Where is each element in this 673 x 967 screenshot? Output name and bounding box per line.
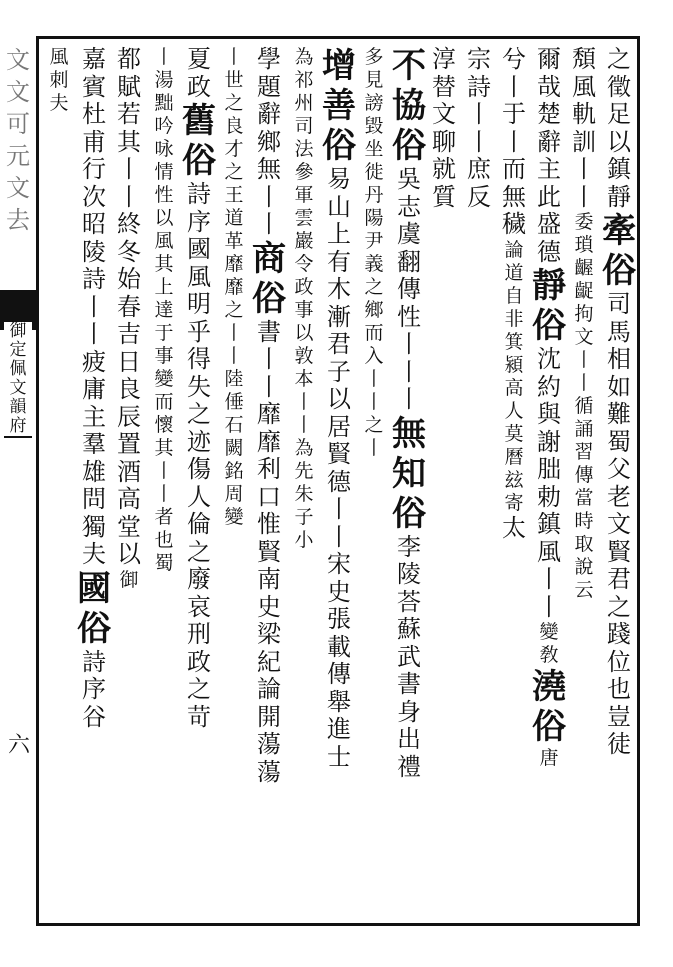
body-text: 嘉 賓 杜 甫 行 次 昭 陵 詩 丨 丨 疲 庸 主 羣 雄 問 獨 夫 — [82, 45, 106, 568]
annotation-text: 義 之 鄉 而 入 丨 丨 之 丨 — [364, 253, 384, 459]
text-column-c17 — [41, 46, 77, 115]
page-number: 六 — [7, 733, 30, 758]
body-text: 吳 志 虞 翻 傳 性 丨 丨 丨 — [397, 165, 421, 413]
headword: 舊 俗 — [182, 101, 216, 181]
margin-label-char: 定 — [9, 340, 27, 360]
headword: 國 俗 — [77, 568, 111, 649]
margin-label-char: 府 — [9, 416, 27, 436]
body-text: 書 丨 丨 靡 靡 利 口 惟 賢 南 史 梁 紀 論 開 蕩 蕩 — [257, 317, 281, 786]
headword: 增 善 俗 — [322, 46, 356, 166]
annotation-text: 丨 湯 黜 — [154, 46, 174, 114]
annotation-text: 論 道 自 非 箕 潁 高 人 莫 曆 玆 寄 — [504, 238, 524, 514]
body-text: 易 山 上 有 木 漸 君 子 以 居 賢 德 丨 丨 宋 史 張 載 傳 舉 進 士 — [327, 165, 351, 771]
annotation-text: 御 — [119, 568, 139, 591]
body-text: 宗 詩 丨 丨 庶 反 — [467, 45, 491, 211]
annotation-text: 為 祁 州 司 法 參 軍 雲 巖 令 政 事 以 敦 本 丨 丨 為 先 朱 子 小 — [294, 46, 314, 551]
text-column-c5 — [461, 46, 497, 211]
annotation-text: 唐 — [539, 747, 559, 769]
margin-book-title — [4, 320, 32, 438]
faint-header-char: 元 — [6, 142, 30, 170]
body-text: 學 題 辭 鄉 無 丨 丨 — [257, 45, 281, 238]
body-text: 淳 替 文 聊 就 質 — [432, 45, 456, 211]
text-column-c1 — [601, 46, 637, 759]
text-column-c4 — [496, 46, 532, 542]
annotation-text: 之 王 道 革 靡 靡 之 丨 丨 陸 倕 石 闕 銘 周 變 — [224, 161, 244, 528]
body-text: 兮 丨 于 丨 而 無 穢 — [502, 45, 526, 238]
body-text: 司 馬 相 如 難 蜀 父 老 文 賢 君 之 踐 位 也 豈 徒 — [607, 290, 631, 758]
annotation-text: 吟 咏 情 性 以 風 其 上 達 于 事 變 而 懷 其 丨 丨 者 也 蜀 — [154, 115, 174, 574]
body-text: 都 賦 若 其 丨 丨 終 冬 始 春 吉 日 良 辰 置 酒 高 堂 以 — [117, 45, 141, 568]
annotation-text: 風 刺 夫 — [49, 46, 69, 114]
annotation-text: 丨 世 之 良 才 — [224, 46, 244, 160]
headword: 不 協 俗 — [392, 46, 426, 166]
margin-faint-header — [2, 44, 34, 236]
text-column-c6 — [426, 46, 462, 211]
text-column-c3 — [531, 46, 567, 770]
text-column-c8 — [356, 46, 392, 460]
margin-label-char: 御 — [9, 321, 27, 341]
body-text: 之 徵 足 以 鎮 靜 — [607, 45, 631, 211]
body-text: 詩 序 谷 — [82, 647, 106, 731]
headword: 靜 俗 — [532, 266, 566, 346]
faint-header-char: 文 — [6, 78, 30, 106]
body-text: 頽 風 軌 訓 丨 丨 — [572, 45, 596, 211]
headword: 牽 俗 — [602, 211, 636, 291]
body-text: 詩 序 國 風 明 乎 得 失 之 迹 傷 人 倫 之 廢 哀 刑 政 之 苛 — [187, 180, 211, 731]
headword: 商 俗 — [252, 238, 286, 319]
text-column-c15 — [111, 46, 147, 592]
annotation-text: 變 敎 — [539, 621, 559, 666]
margin-label-char: 文 — [9, 378, 27, 398]
text-column-c7 — [391, 46, 427, 781]
text-column-c10 — [286, 46, 322, 552]
headword: 無 知 俗 — [392, 413, 426, 534]
faint-header-char: 文 — [6, 174, 30, 202]
text-column-c2 — [566, 46, 602, 602]
faint-header-char: 可 — [6, 110, 30, 138]
margin-label-char: 佩 — [9, 359, 27, 379]
body-text: 太 — [502, 513, 526, 542]
text-column-c9 — [321, 46, 357, 771]
annotation-text: 委 瑣 齷 齪 拘 文 丨 丨 循 誦 習 傳 當 時 取 說 云 — [574, 211, 594, 601]
body-text: 李 陵 荅 蘇 武 書 身 出 禮 — [397, 532, 421, 781]
body-text: 沈 約 與 謝 朏 勅 鎮 風 丨 丨 — [537, 345, 561, 621]
body-text: 爾 哉 楚 辭 主 此 盛 德 — [537, 45, 561, 266]
body-text: 夏 政 — [187, 45, 211, 101]
text-column-c13 — [181, 46, 217, 731]
text-column-c16 — [76, 46, 112, 731]
headword: 澆 俗 — [532, 667, 566, 747]
text-column-c12 — [216, 46, 252, 529]
faint-header-char: 文 — [6, 46, 30, 74]
margin-label-char: 韻 — [9, 397, 27, 417]
faint-header-char: 去 — [6, 206, 30, 234]
annotation-text: 多 見 謗 毀 坐 徙 丹 陽 尹 — [364, 46, 384, 252]
text-column-c11 — [251, 46, 287, 786]
text-column-c14 — [146, 46, 182, 575]
